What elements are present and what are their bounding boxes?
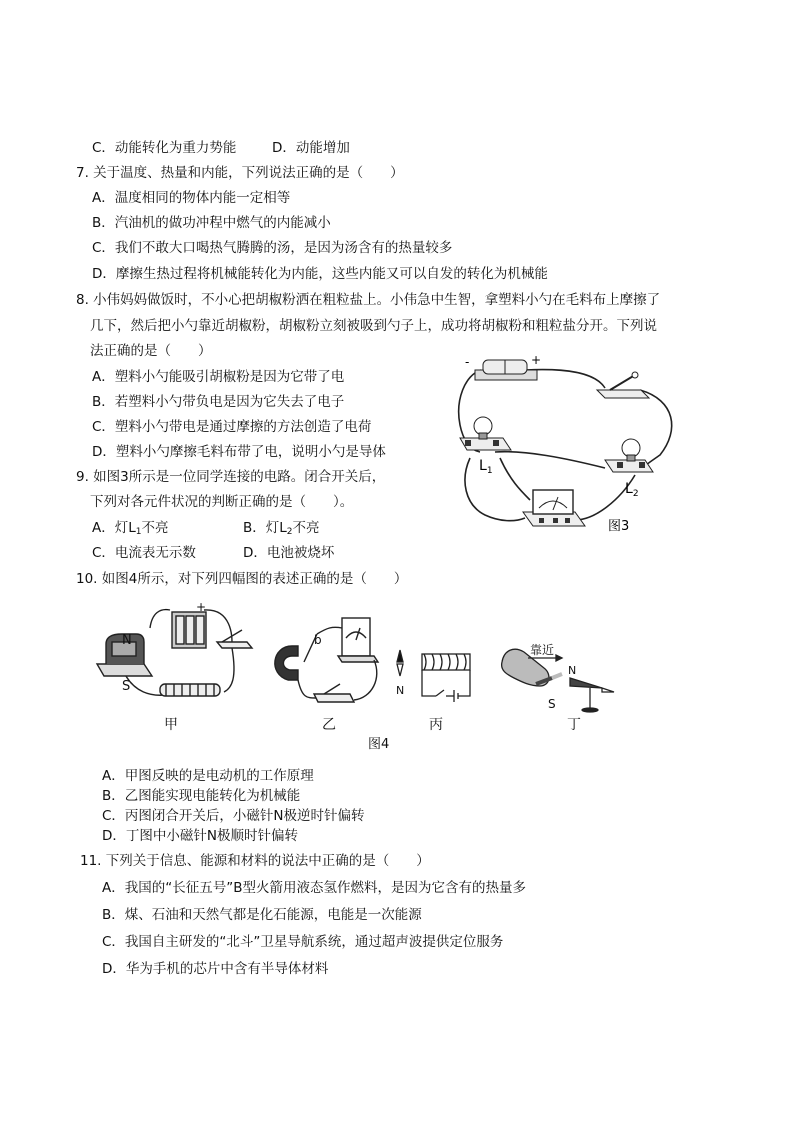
q7-option-b: B．汽油机的做功冲程中燃气的内能减小	[92, 215, 331, 231]
q9-option-a: A．灯$L_1$不亮	[92, 520, 169, 537]
battery-icon	[465, 353, 541, 380]
svg-text:S: S	[548, 697, 556, 711]
q11-option-b: B．煤、石油和天然气都是化石能源，电能是一次能源	[102, 907, 422, 923]
q10-stem: 10. 如图4所示，对下列四幅图的表述正确的是（ ）	[76, 571, 408, 587]
switch-icon	[597, 372, 649, 398]
svg-text:b: b	[314, 633, 322, 647]
figure-4-bing	[397, 650, 470, 702]
figure-4-label-jia: 甲	[164, 717, 178, 733]
q9-option-b: B．灯$L_2$不亮	[243, 520, 320, 537]
lamp-l2-label: $L_2$	[625, 481, 639, 499]
figure-4-label-yi: 乙	[322, 717, 336, 733]
lamp-l1-icon	[460, 417, 511, 450]
lamp-l2-icon	[605, 439, 653, 472]
q8-option-a: A．塑料小勺能吸引胡椒粉是因为它带了电	[92, 369, 345, 385]
q7-option-d: D．摩擦生热过程将机械能转化为内能，这些内能又可以自发的转化为机械能	[92, 266, 548, 282]
q9-stem-line-1: 9. 如图3所示是一位同学连接的电路。闭合开关后，	[76, 469, 386, 485]
q7-stem: 7. 关于温度、热量和内能，下列说法正确的是（ ）	[76, 165, 404, 181]
svg-text:+: +	[531, 353, 542, 367]
q9-option-c: C．电流表无示数	[92, 545, 196, 561]
q8-stem-line-2: 几下，然后把小勺靠近胡椒粉，胡椒粉立刻被吸到勺子上，成功将胡椒粉和粗粒盐分开。下列说	[90, 318, 657, 334]
svg-text:N: N	[396, 684, 405, 697]
q11-option-a: A．我国的“长征五号”B型火箭用液态氢作燃料，是因为它含有的热量多	[102, 880, 526, 896]
q7-option-a: A．温度相同的物体内能一定相等	[92, 190, 291, 206]
q8-stem-line-1: 8. 小伟妈妈做饭时，不小心把胡椒粉洒在粗粒盐上。小伟急中生智，拿塑料小勺在毛料布上摩擦了	[76, 292, 661, 308]
q11-option-d: D．华为手机的芯片中含有半导体材料	[102, 961, 329, 977]
q8-stem-line-3: 法正确的是（ ）	[90, 343, 212, 359]
svg-text:+: +	[196, 600, 207, 614]
lamp-l1-label: $L_1$	[479, 458, 493, 476]
q8-option-c: C．塑料小勺带电是通过摩擦的方法创造了电荷	[92, 419, 372, 435]
q9-stem-line-2: 下列对各元件状况的判断正确的是（ ）。	[90, 494, 354, 510]
figure-4-label-ding: 丁	[567, 717, 581, 733]
figure-4-caption: 图4	[368, 737, 390, 752]
ammeter-icon	[523, 490, 585, 526]
q10-option-d: D．丁图中小磁针N极顺时针偏转	[102, 828, 298, 844]
figure-4-label-bing: 丙	[429, 717, 443, 733]
q9-option-d: D．电池被烧坏	[243, 545, 335, 561]
q10-option-a: A．甲图反映的是电动机的工作原理	[102, 768, 314, 784]
svg-text:-: -	[465, 355, 470, 369]
q11-option-c: C．我国自主研发的“北斗”卫星导航系统，通过超声波提供定位服务	[102, 934, 504, 950]
figure-4-yi	[275, 618, 378, 702]
svg-text:N: N	[122, 633, 132, 648]
figure-4-jia	[97, 610, 252, 696]
svg-text:-: -	[164, 602, 169, 616]
figure-4-ding	[502, 649, 614, 712]
svg-text:S: S	[122, 679, 131, 694]
q6-option-c: C．动能转化为重力势能	[92, 140, 237, 156]
q10-option-c: C．丙图闭合开关后，小磁针N极逆时针偏转	[102, 808, 365, 824]
figure-4	[92, 598, 632, 758]
svg-text:N: N	[568, 664, 577, 677]
q7-option-c: C．我们不敢大口喝热气腾腾的汤，是因为汤含有的热量较多	[92, 240, 453, 256]
q8-option-b: B．若塑料小勺带负电是因为它失去了电子	[92, 394, 345, 410]
figure-3-caption: 图3	[608, 519, 630, 534]
q8-option-d: D．塑料小勺摩擦毛料布带了电，说明小勺是导体	[92, 444, 386, 460]
q11-stem: 11. 下列关于信息、能源和材料的说法中正确的是（ ）	[80, 853, 430, 869]
q10-option-b: B．乙图能实现电能转化为机械能	[102, 788, 301, 804]
figure-3-circuit	[445, 350, 685, 545]
svg-text:靠近: 靠近	[530, 643, 555, 657]
q6-option-d: D．动能增加	[272, 140, 350, 156]
